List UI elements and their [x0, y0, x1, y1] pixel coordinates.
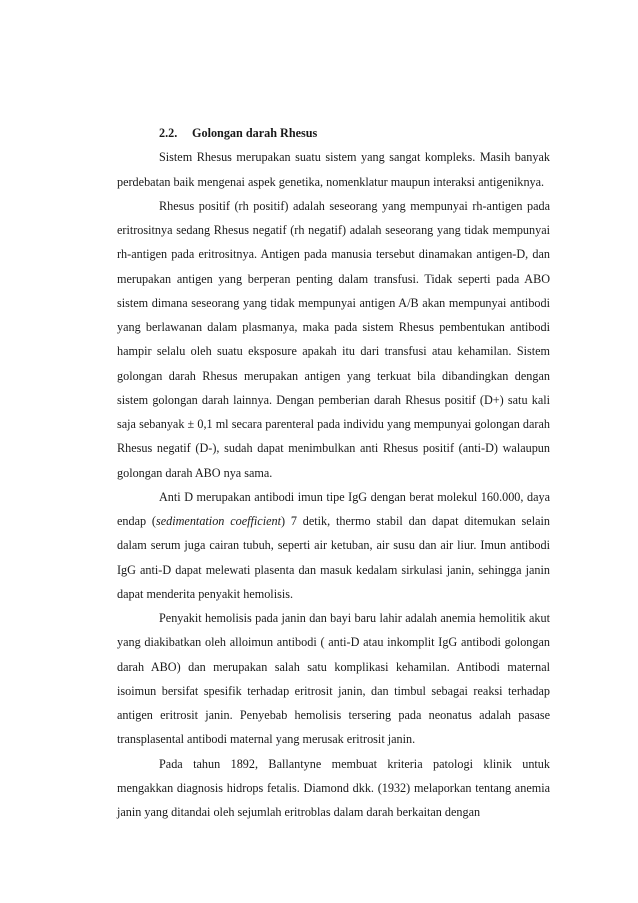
paragraph-hemolytic-disease: Penyakit hemolisis pada janin dan bayi baru lahir adalah anemia hemolitik akut yang diakibatkan oleh alloimun antibodi ( anti-D atau inkomplit IgG antibodi golongan darah ABO) dan merupakan salah satu komplikasi kehamilan. Antibodi maternal isoimun bersifat spesifik terhadap eritrosit janin, dan timbul sebagai reaksi terhadap antigen eritrosit janin. Penyebab hemolisis tersering pada neonatus adalah pasase transplasental antibodi maternal yang merusak eritrosit janin.	[117, 611, 550, 747]
anti-d-italic-term: sedimentation coefficient	[156, 514, 281, 528]
paragraph-intro: Sistem Rhesus merupakan suatu sistem yang sangat kompleks. Masih banyak perdebatan baik mengenai aspek genetika, nomenklatur maupun interaksi antigeniknya.	[117, 150, 550, 189]
anti-d-text-before: Anti D merupakan antibodi imun tipe IgG dengan berat molekul 160.000, daya endap (	[117, 489, 550, 528]
page-content	[117, 121, 550, 824]
paragraph-rhesus-definition: Rhesus positif (rh positif) adalah seseorang yang mempunyai rh-antigen pada eritrositnya sedang Rhesus negatif (rh negatif) adalah seseorang yang tidak mempunyai rh-antigen pada eritrositnya. Antigen pada manusia tersebut dinamakan antigen-D, dan merupakan antigen yang berperan penting dalam transfusi. Tidak seperti pada ABO sistem dimana seseorang yang tidak mempunyai antigen A/B akan mempunyai antibodi yang berlawanan dalam plasmanya, maka pada sistem Rhesus pembentukan antibodi hampir selalu oleh suatu eksposure apakah itu dari transfusi atau kehamilan. Sistem golongan darah Rhesus merupakan antigen yang terkuat bila dibandingkan dengan sistem golongan darah lainnya. Dengan pemberian darah Rhesus positif (D+) satu kali saja sebanyak ± 0,1 ml secara parenteral pada individu yang mempunyai golongan darah Rhesus negatif (D-), sudah dapat menimbulkan anti Rhesus positif (anti-D) walaupun golongan darah ABO nya sama.	[117, 198, 550, 480]
section-heading	[117, 121, 550, 145]
paragraph-history: Pada tahun 1892, Ballantyne membuat kriteria patologi klinik untuk mengakkan diagnosis hidrops fetalis. Diamond dkk. (1932) melaporkan tentang anemia janin yang ditandai oleh sejumlah eritroblas dalam darah berkaitan dengan	[117, 756, 550, 819]
anti-d-text-after: ) 7 detik, thermo stabil dan dapat ditemukan selain dalam serum juga cairan tubuh, seperti air ketuban, air susu dan air liur. Imun antibodi IgG anti-D dapat melewati plasenta dan masuk kedalam sirkulasi janin, sehingga janin dapat menderita penyakit hemolisis.	[117, 514, 550, 601]
section-number: 2.2.	[159, 126, 178, 140]
section-title: Golongan darah Rhesus	[192, 126, 318, 140]
paragraph-anti-d	[117, 485, 550, 606]
